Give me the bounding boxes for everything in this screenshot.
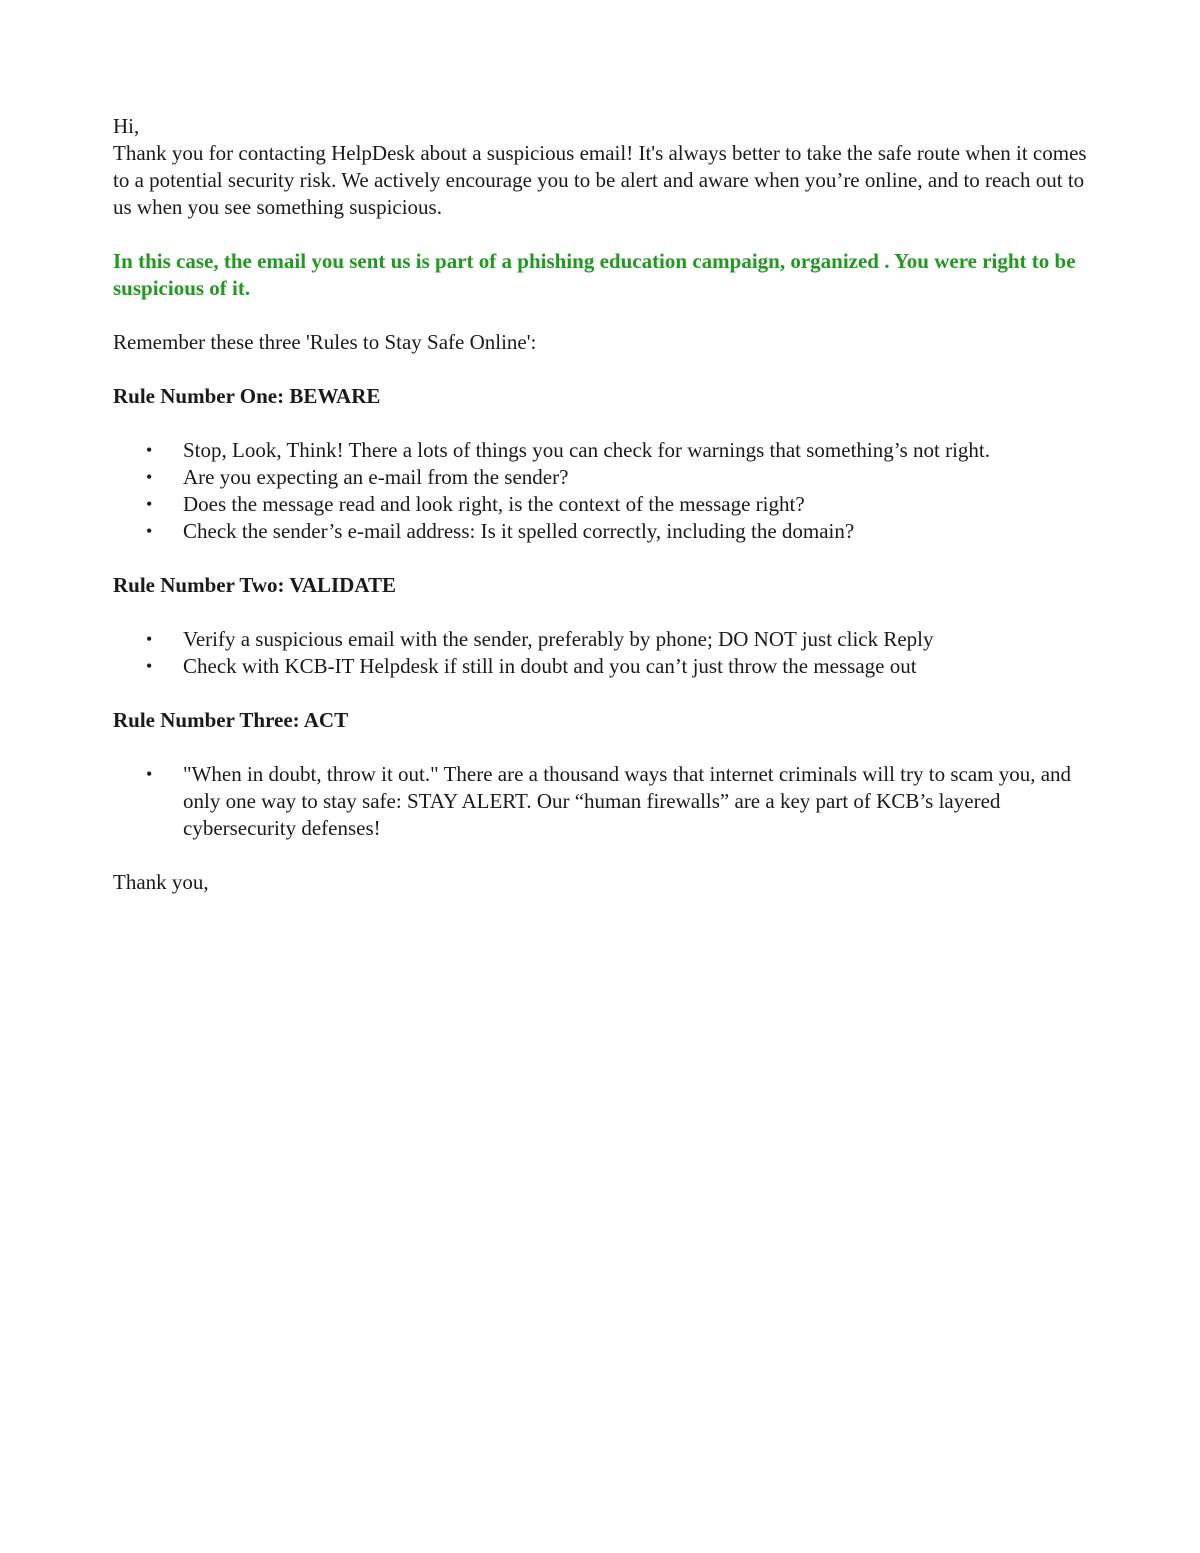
phishing-campaign-notice: In this case, the email you sent us is part of a phishing education campaign, organized . You were right to be suspicious of it. (113, 249, 1076, 300)
bullet-icon: • (146, 467, 153, 487)
bullet-icon: • (146, 440, 153, 460)
bullet-icon: • (146, 494, 153, 514)
intro-paragraph: Thank you for contacting HelpDesk about a suspicious email! It's always better to take the safe route when it comes to a potential security risk. We actively encourage you to be alert and aware when you’re online, and to reach out to us when you see something suspicious. (113, 141, 1087, 219)
document-body (113, 113, 1088, 896)
list-item: • Are you expecting an e-mail from the sender? (146, 465, 569, 489)
rule-three-heading: Rule Number Three: ACT (113, 708, 349, 732)
bullet-icon: • (146, 764, 153, 784)
bullet-icon: • (146, 629, 153, 649)
rule-two-list (113, 626, 1088, 680)
greeting: Hi, (113, 114, 140, 138)
rule-one-heading: Rule Number One: BEWARE (113, 384, 381, 408)
bullet-icon: • (146, 521, 153, 541)
rules-intro: Remember these three 'Rules to Stay Safe Online': (113, 330, 537, 354)
list-item: • Stop, Look, Think! There a lots of things you can check for warnings that something’s not right. (146, 438, 991, 462)
closing: Thank you, (113, 870, 209, 894)
list-item: • Check with KCB-IT Helpdesk if still in doubt and you can’t just throw the message out (146, 654, 917, 678)
rule-two-heading: Rule Number Two: VALIDATE (113, 573, 396, 597)
rule-three-list (113, 761, 1088, 842)
list-item: • "When in doubt, throw it out." There are a thousand ways that internet criminals will try to scam you, and only one way to stay safe: STAY ALERT. Our “human firewalls” are a key part of KCB’s layered cybersecurity defenses! (146, 762, 1072, 840)
list-item: • Verify a suspicious email with the sender, preferably by phone; DO NOT just click Reply (146, 627, 934, 651)
bullet-icon: • (146, 656, 153, 676)
rule-one-list (113, 437, 1088, 545)
list-item: • Check the sender’s e-mail address: Is it spelled correctly, including the domain? (146, 519, 855, 543)
list-item: • Does the message read and look right, is the context of the message right? (146, 492, 805, 516)
